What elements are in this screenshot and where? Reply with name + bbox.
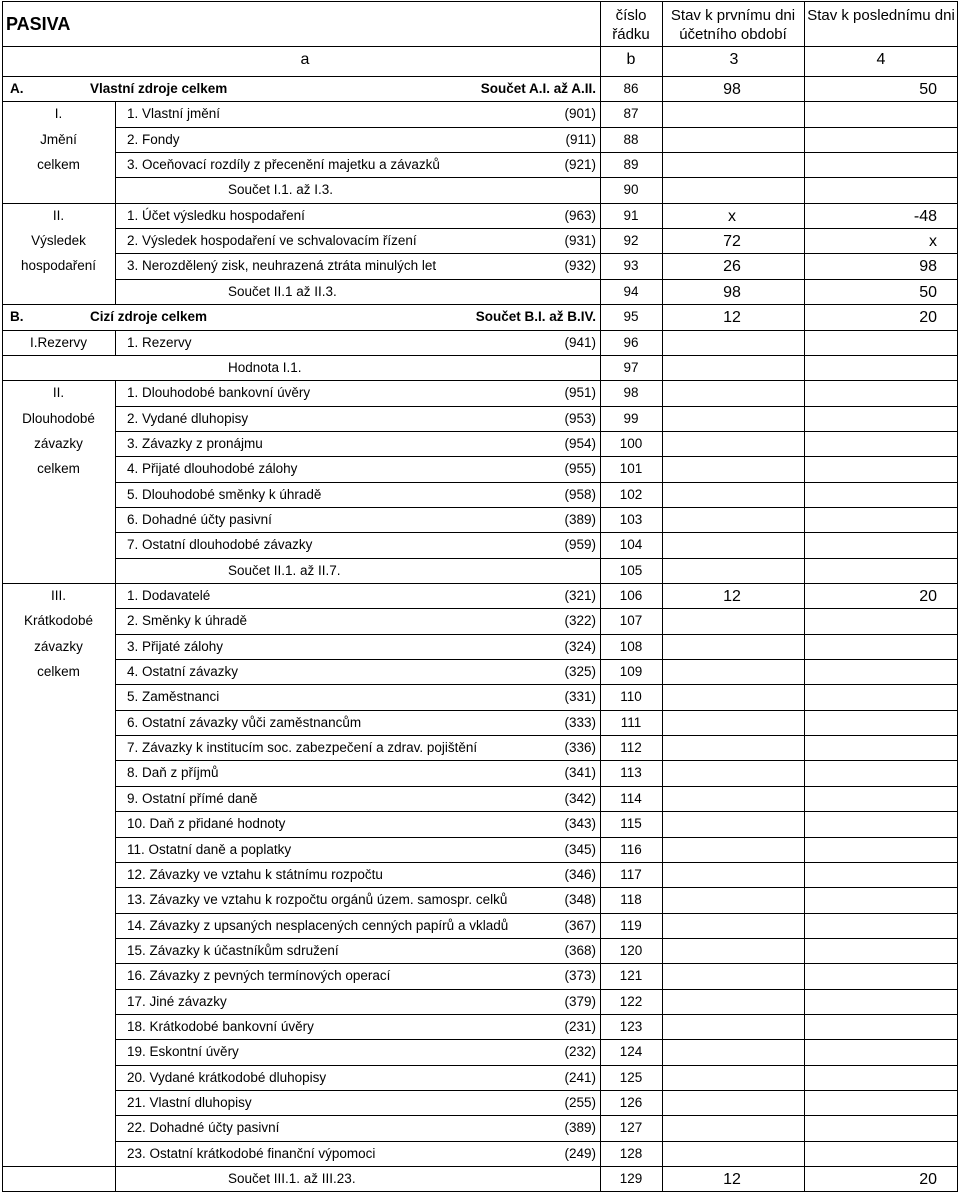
column-a-label: a [300,51,310,68]
item-label: 1. Účet výsledku hospodaření [127,207,305,223]
item-label: 11. Ostatní daně a poplatky [127,841,292,857]
section-sum-formula: Součet B.I. až B.IV. [475,309,596,325]
row-divider [2,380,957,381]
group-label: celkem [37,664,80,680]
row-number: 95 [623,309,639,325]
item-label: 3. Oceňovací rozdíly z přecenění majetku a závazků [127,157,440,173]
section-sum-formula: Součet A.I. až A.II. [480,81,596,96]
account-code: (324) [564,638,596,654]
row-number: 116 [620,841,642,857]
row-number: 100 [619,435,643,451]
value-last-day: 20 [919,588,937,605]
row-divider [2,583,957,584]
row-divider [115,938,957,939]
item-label: 13. Závazky ve vztahu k rozpočtu orgánů územ. samospr. celků [127,892,508,908]
row-divider [115,684,957,685]
group-label: hospodaření [20,258,97,274]
row-divider [115,659,957,660]
account-code: (346) [564,866,596,882]
row-number: 96 [623,334,639,350]
row-number: 88 [623,131,639,147]
item-label: 4. Ostatní závazky [127,664,239,680]
row-divider [115,279,957,280]
account-code: (321) [564,588,596,603]
table-left-border [2,1,3,1191]
row-divider [115,989,957,990]
row-number: 125 [619,1069,643,1085]
group-label: Výsledek [31,233,86,249]
row-number: 129 [619,1171,643,1187]
value-first-day: 12 [723,588,741,605]
value-column-divider [804,1,805,1191]
table-top-border [2,1,957,2]
group-label: závazky [34,435,83,451]
value-last-day: 20 [919,309,937,327]
account-code: (231) [564,1018,596,1034]
subtotal-label: Součet I.1. až I.3. [228,182,334,198]
account-code: (341) [564,765,596,781]
row-divider [115,431,957,432]
account-code: (963) [564,207,596,223]
row-number: 112 [620,740,642,756]
row-divider [115,558,957,559]
subtotal-label: Součet III.1. až III.23. [228,1171,356,1187]
row-number: 105 [619,562,643,578]
column-b-label: b [626,51,636,68]
header-bottom-divider [2,76,957,77]
value-first-day: x [728,207,736,225]
row-divider [2,355,957,356]
item-label: 6. Ostatní závazky vůči zaměstnancům [127,714,362,730]
account-code: (958) [564,486,596,502]
account-code: (343) [564,816,596,832]
row-divider [115,913,957,914]
section-letter: A. [10,81,24,96]
row-divider [115,406,957,407]
item-label: 3. Nerozdělený zisk, neuhrazená ztráta minulých let [127,258,437,274]
item-label: 14. Závazky z upsaných nesplacených cenných papírů a vkladů [127,917,509,933]
item-label: 6. Dohadné účty pasivní [127,511,272,527]
item-label: 21. Vlastní dluhopisy [127,1095,252,1110]
row-number: 101 [619,461,643,477]
value-first-day: 98 [723,81,741,98]
group-label: celkem [37,157,80,173]
section-letter: B. [10,309,24,325]
account-code: (336) [564,740,596,756]
value-last-day: x [929,233,937,251]
row-number: 120 [619,942,643,958]
account-code: (331) [564,689,596,705]
section-title: Vlastní zdroje celkem [90,81,228,96]
account-code: (348) [564,892,596,908]
account-code: (389) [564,511,596,527]
row-number: 94 [623,283,639,299]
row-number: 98 [623,385,639,401]
group-label: Dlouhodobé [22,410,95,426]
row-number: 123 [619,1018,643,1034]
row-number: 104 [619,537,643,553]
item-label: 9. Ostatní přímé daně [127,790,258,806]
item-label: 4. Přijaté dlouhodobé zálohy [127,461,298,477]
row-divider [115,862,957,863]
row-number: 92 [623,233,639,249]
row-number: 107 [619,613,643,629]
page-title: PASIVA [6,14,71,34]
account-code: (959) [564,537,596,553]
item-label: 1. Vlastní jmění [127,106,221,122]
row-number: 87 [623,106,639,122]
row-number: 108 [619,638,643,654]
first-day-header: Stav k prvnímu dni účetního období [670,7,796,43]
row-divider [115,127,957,128]
account-code: (345) [564,841,596,857]
item-label: 22. Dohadné účty pasivní [127,1120,280,1136]
row-divider [115,177,957,178]
group-label: celkem [37,461,80,477]
account-code: (931) [564,233,596,249]
item-label: 5. Dlouhodobé směnky k úhradě [127,486,322,502]
value-last-day: 20 [919,1171,937,1189]
row-divider [115,253,957,254]
value-first-day: 12 [723,1171,741,1189]
item-label: 20. Vydané krátkodobé dluhopisy [127,1069,327,1085]
account-code: (911) [565,131,596,147]
row-divider [115,887,957,888]
column-4-label: 4 [876,51,886,68]
account-code: (241) [564,1069,596,1085]
account-code: (951) [564,385,596,401]
item-label: 19. Eskontní úvěry [127,1044,239,1060]
row-number: 121 [619,968,643,984]
row-number: 93 [623,258,639,274]
group-label: II. [52,207,65,223]
item-label: 3. Přijaté zálohy [127,638,224,654]
row-number: 106 [619,588,643,603]
item-label: 2. Fondy [127,131,180,147]
value-last-day: 50 [919,81,937,98]
row-number: 111 [620,714,642,730]
row-number: 117 [620,866,642,882]
account-code: (379) [564,993,596,1009]
value-first-day: 98 [723,283,741,301]
row-number: 119 [620,917,642,933]
item-label: 5. Zaměstnanci [127,689,220,705]
table-right-border [957,1,958,1192]
account-code: (322) [564,613,596,629]
account-code: (333) [564,714,596,730]
item-label: 2. Výsledek hospodaření ve schvalovacím řízení [127,233,417,249]
value-first-day: 72 [723,233,741,251]
row-number-header: číslo řádku [612,7,650,43]
row-divider [2,101,957,102]
row-divider [115,1141,957,1142]
row-divider [115,735,957,736]
item-label: 8. Daň z příjmů [127,765,219,781]
row-number: 102 [619,486,643,502]
group-label: Krátkodobé [23,613,94,629]
row-number: 90 [623,182,639,198]
group-label: III. [50,588,66,603]
item-label: 3. Závazky z pronájmu [127,435,263,451]
account-code: (367) [564,917,596,933]
row-divider [115,710,957,711]
account-code: (249) [564,1145,596,1161]
subtotal-label: Součet II.1 až II.3. [228,283,337,299]
item-label: 7. Ostatní dlouhodobé závazky [127,537,313,553]
row-divider [115,811,957,812]
value-first-day: 12 [723,309,741,327]
account-code: (954) [564,435,596,451]
row-number: 103 [619,511,643,527]
row-divider [115,837,957,838]
group-label: II. [52,385,65,401]
item-label: 2. Směnky k úhradě [127,613,248,629]
account-code: (953) [564,410,596,426]
row-divider [115,1065,957,1066]
row-divider [2,304,957,305]
row-divider [115,1115,957,1116]
group-label: I.Rezervy [29,334,87,350]
subtotal-label: Součet II.1. až II.7. [228,562,341,578]
row-divider [115,507,957,508]
account-code: (232) [564,1044,596,1060]
item-label: 1. Rezervy [127,334,192,350]
row-number: 99 [623,410,639,426]
value-first-day: 26 [723,258,741,276]
subtotal-label: Hodnota I.1. [228,359,302,375]
account-code: (342) [564,790,596,806]
item-label: 16. Závazky z pevných termínových operací [127,968,391,984]
item-label: 1. Dlouhodobé bankovní úvěry [127,385,311,401]
item-label: 12. Závazky ve vztahu k státnímu rozpočtu [127,866,383,882]
row-divider [2,203,957,204]
row-divider [115,482,957,483]
account-code: (941) [564,334,596,350]
account-code: (255) [564,1095,596,1110]
account-code: (901) [564,106,596,122]
row-divider [115,1014,957,1015]
row-number: 97 [623,359,639,375]
row-divider [115,963,957,964]
item-label: 23. Ostatní krátkodobé finanční výpomoci [127,1145,376,1161]
row-divider [115,228,957,229]
row-number: 109 [619,664,643,680]
account-code: (389) [564,1120,596,1136]
row-number: 113 [620,765,642,781]
row-divider [115,1039,957,1040]
header-divider [2,46,957,47]
row-number: 126 [619,1095,643,1110]
row-divider [115,532,957,533]
row-number: 128 [619,1145,643,1161]
row-number: 110 [620,689,642,705]
value-last-day: 50 [919,283,937,301]
row-divider [115,760,957,761]
row-divider [115,456,957,457]
value-last-day: -48 [913,207,937,225]
column-3-label: 3 [729,51,739,68]
group-label: závazky [34,638,83,654]
row-number: 91 [623,207,639,223]
row-divider [115,152,957,153]
row-number-column-divider [600,1,601,1191]
row-number: 127 [619,1120,643,1136]
row-number: 122 [619,993,643,1009]
group-label: I. [54,106,63,122]
row-divider [2,1166,957,1167]
item-label: 2. Vydané dluhopisy [127,410,249,426]
row-divider [115,608,957,609]
account-code: (373) [564,968,596,984]
account-code: (955) [564,461,596,477]
value-last-day: 98 [919,258,937,276]
value-column-divider [662,1,663,1191]
row-number: 118 [620,892,642,908]
account-code: (932) [564,258,596,274]
account-code: (325) [564,664,596,680]
row-number: 86 [623,81,639,96]
last-day-header: Stav k poslednímu dni [807,7,955,24]
row-divider [115,786,957,787]
item-label: 10. Daň z přidané hodnoty [127,816,286,832]
group-column-divider [115,330,116,355]
item-label: 1. Dodavatelé [127,588,211,603]
row-divider [115,634,957,635]
item-label: 7. Závazky k institucím soc. zabezpečení a zdrav. pojištění [127,740,478,756]
item-label: 15. Závazky k účastníkům sdružení [127,942,339,958]
group-label: Jmění [40,131,77,147]
row-divider [115,1090,957,1091]
account-code: (921) [564,157,596,173]
row-divider [2,330,957,331]
row-number: 114 [620,790,642,806]
row-number: 89 [623,157,639,173]
row-number: 115 [620,816,642,832]
row-number: 124 [619,1044,643,1060]
item-label: 18. Krátkodobé bankovní úvěry [127,1018,314,1034]
account-code: (368) [564,942,596,958]
section-title: Cizí zdroje celkem [90,309,208,325]
item-label: 17. Jiné závazky [127,993,227,1009]
